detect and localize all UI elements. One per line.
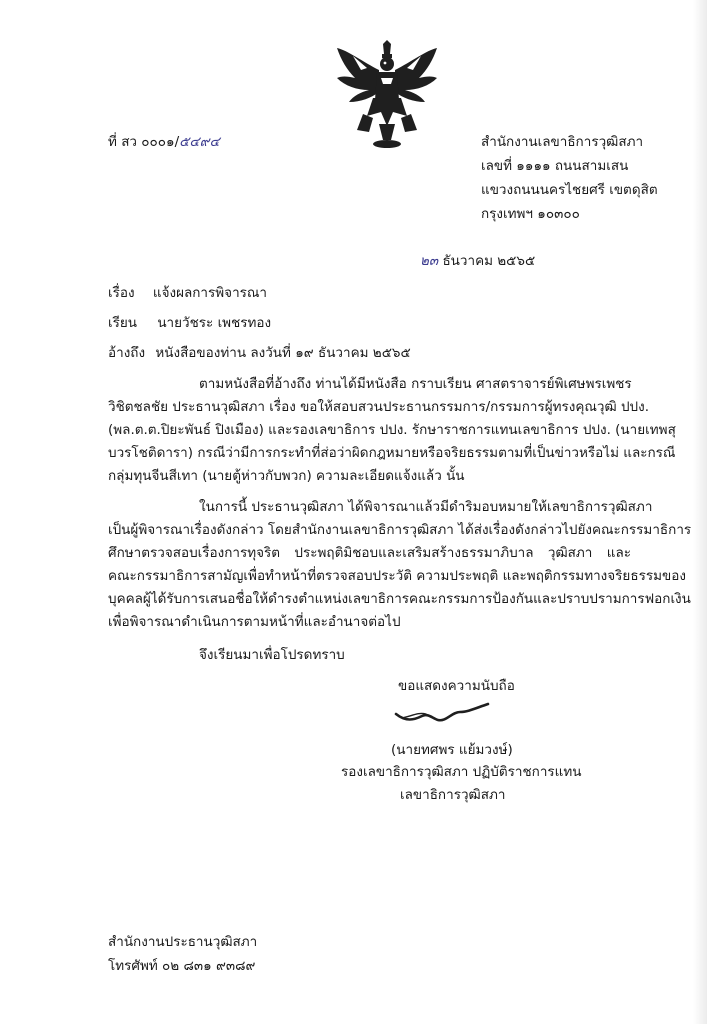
reference-number-handwritten: ๕๔๙๔ <box>179 134 220 150</box>
signatory-name: (นายทศพร แย้มวงษ์) <box>391 742 513 758</box>
closing-request: จึงเรียนมาเพื่อโปรดทราบ <box>199 647 345 663</box>
recipient-label: เรียน <box>108 315 138 331</box>
salutation: ขอแสดงความนับถือ <box>398 678 515 694</box>
letter-date <box>420 252 535 270</box>
subject-label: เรื่อง <box>108 285 135 301</box>
para2-line-4: คณะกรรมาธิการสามัญเพื่อทำหน้าที่ตรวจสอบประวัติ ความประพฤติ และพฤติกรรมทางจริยธรรมของ <box>108 568 686 584</box>
recipient-line <box>108 314 271 332</box>
reference-label: อ้างถึง <box>108 345 146 361</box>
footer-office: สำนักงานประธานวุฒิสภา <box>108 934 258 950</box>
page-edge-shadow <box>693 0 707 1024</box>
para1-line-4: บวรโชติดารา) กรณีว่ามีการกระทำที่ส่อว่าผิดกฎหมายหรือจริยธรรมตามที่เป็นข่าวหรือไม่ และกรณี <box>108 445 676 461</box>
reference-line <box>108 344 411 362</box>
office-address-line-4: กรุงเทพฯ ๑๐๓๐๐ <box>481 206 580 222</box>
office-address-line-3: แขวงถนนนครไชยศรี เขตดุสิต <box>481 182 658 198</box>
footer-phone: โทรศัพท์ ๐๒ ๘๓๑ ๙๓๘๙ <box>108 958 256 974</box>
para1-line-1: ตามหนังสือที่อ้างถึง ท่านได้มีหนังสือ กราบเรียน ศาสตราจารย์พิเศษพรเพชร <box>199 376 632 392</box>
office-address-line-2: เลขที่ ๑๑๑๑ ถนนสามเสน <box>481 158 629 174</box>
reference-number <box>108 133 220 151</box>
para2-line-6: เพื่อพิจารณาดำเนินการตามหน้าที่และอำนาจต่อไป <box>108 614 401 630</box>
para2-line-5: บุคคลผู้ได้รับการเสนอชื่อให้ดำรงตำแหน่งเลขาธิการคณะกรรมการป้องกันและปราบปรามการฟอกเงิน <box>108 591 691 607</box>
para2-line-3: ศึกษาตรวจสอบเรื่องการทุจริต ประพฤติมิชอบและเสริมสร้างธรรมาภิบาล วุฒิสภา และ <box>108 545 631 561</box>
subject-line <box>108 284 267 302</box>
para1-line-2: วิชิตชลชัย ประธานวุฒิสภา เรื่อง ขอให้สอบสวนประธานกรรมการ/กรรมการผู้ทรงคุณวุฒิ ปปง. <box>108 399 649 415</box>
para1-line-5: กลุ่มทุนจีนสีเทา (นายตู้ห่าวกับพวก) ความละเอียดแจ้งแล้ว นั้น <box>108 468 465 484</box>
reference-text: หนังสือของท่าน ลงวันที่ ๑๙ ธันวาคม ๒๕๖๕ <box>155 345 411 361</box>
para1-line-3: (พล.ต.ต.ปิยะพันธ์ ปิงเมือง) และรองเลขาธิการ ปปง. รักษาราชการแทนเลขาธิการ ปปง. (นายเทพสุ <box>108 422 676 438</box>
date-day-handwritten: ๒๓ <box>420 253 439 269</box>
para2-line-1: ในการนี้ ประธานวุฒิสภา ได้พิจารณาแล้วมีดำริมอบหมายให้เลขาธิการวุฒิสภา <box>199 499 653 515</box>
reference-prefix: ที่ สว ๐๐๐๑/ <box>108 134 180 150</box>
signature-mark <box>392 700 492 730</box>
office-address-line-1: สำนักงานเลขาธิการวุฒิสภา <box>481 134 644 150</box>
date-month-year: ธันวาคม ๒๕๖๕ <box>442 253 536 269</box>
signatory-position-line-1: รองเลขาธิการวุฒิสภา ปฏิบัติราชการแทน <box>341 764 582 780</box>
signatory-position-line-2: เลขาธิการวุฒิสภา <box>400 787 506 803</box>
recipient-name: นายวัชระ เพชรทอง <box>157 315 272 331</box>
para2-line-2: เป็นผู้พิจารณาเรื่องดังกล่าว โดยสำนักงานเลขาธิการวุฒิสภา ได้ส่งเรื่องดังกล่าวไปยังคณะกรรมาธิการ <box>108 522 692 538</box>
subject-text: แจ้งผลการพิจารณา <box>152 285 268 301</box>
garuda-emblem-icon <box>333 40 441 150</box>
